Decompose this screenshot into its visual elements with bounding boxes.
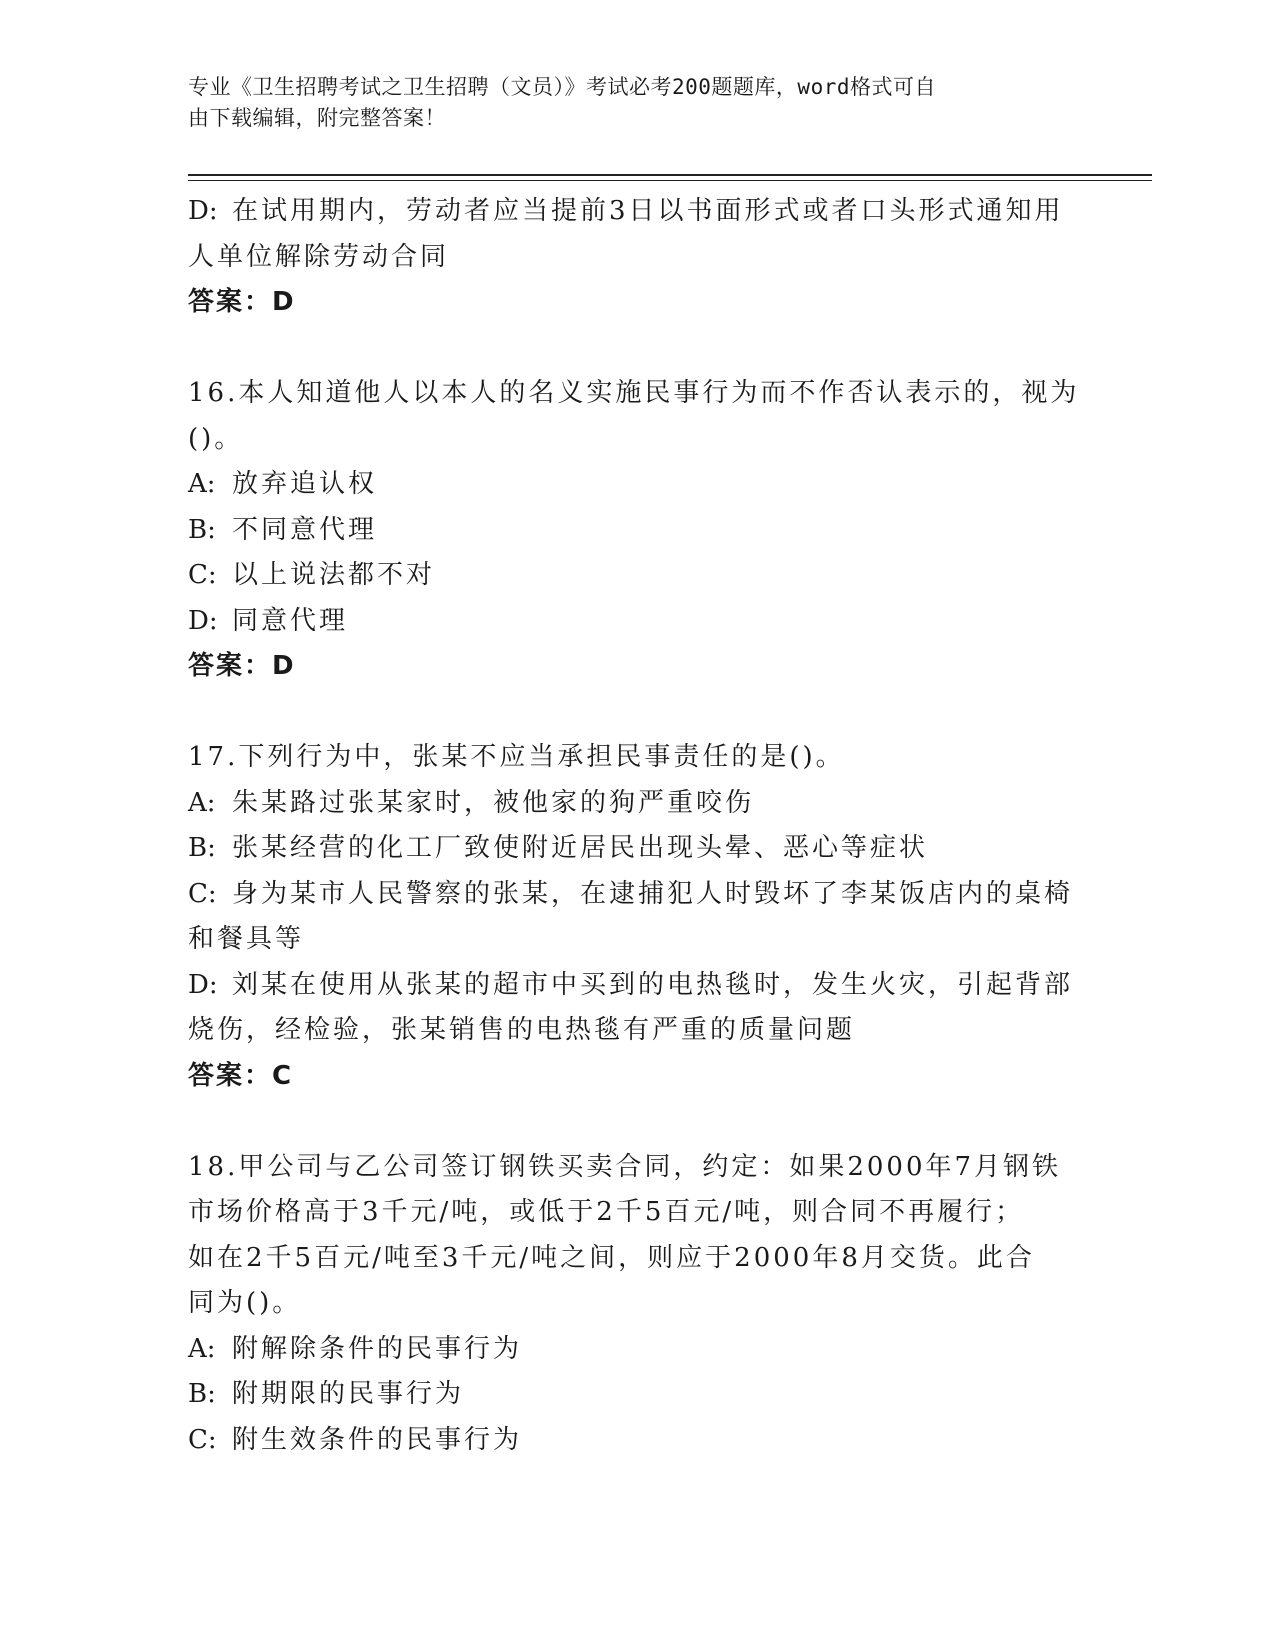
option-text: 刘某在使用从张某的超市中买到的电热毯时，发生火灾，引起背部 — [232, 969, 1074, 1000]
question-stem: 17.下列行为中，张某不应当承担民事责任的是()。 — [188, 742, 845, 772]
answer-line: 答案：D — [188, 651, 296, 681]
option-a — [188, 462, 1088, 508]
header-rule-thin — [188, 180, 1152, 181]
option-label: C: — [188, 878, 217, 909]
option-text: 身为某市人民警察的张某，在逮捕犯人时毁坏了李某饭店内的桌椅 — [232, 878, 1074, 909]
question-stem: 如在2千5百元/吨至3千元/吨之间，则应于2000年8月交货。此合 — [188, 1242, 1035, 1273]
option-b — [188, 508, 1088, 554]
document-header — [188, 72, 1088, 134]
option-d — [188, 189, 1088, 235]
spacer — [188, 1099, 1088, 1145]
option-a — [188, 781, 1088, 827]
option-label: D: — [188, 969, 218, 1000]
option-continuation: 人单位解除劳动合同 — [188, 241, 450, 272]
option-text: 附解除条件的民事行为 — [232, 1333, 523, 1364]
option-text: 朱某路过张某家时，被他家的狗严重咬伤 — [232, 787, 755, 818]
spacer — [188, 690, 1088, 736]
answer-line: 答案：D — [188, 287, 296, 317]
option-label: B: — [188, 514, 216, 545]
option-continuation: 烧伤，经检验，张某销售的电热毯有严重的质量问题 — [188, 1015, 856, 1045]
option-b — [188, 1372, 1088, 1418]
option-c — [188, 553, 1088, 599]
option-text: 同意代理 — [232, 605, 349, 636]
question-17 — [188, 735, 1088, 1099]
option-text: 以上说法都不对 — [232, 560, 436, 590]
option-label: D: — [188, 196, 218, 226]
option-label: C: — [188, 560, 217, 590]
question-18 — [188, 1145, 1088, 1464]
question-16 — [188, 371, 1088, 690]
answer-line: 答案：C — [188, 1060, 294, 1091]
question-stem: 18.甲公司与乙公司签订钢铁买卖合同，约定：如果2000年7月钢铁 — [188, 1151, 1062, 1182]
option-continuation: 和餐具等 — [188, 924, 305, 954]
option-label: C: — [188, 1424, 217, 1455]
header-line-1: 专业《卫生招聘考试之卫生招聘（文员）》考试必考200题题库，word格式可自 — [188, 75, 936, 99]
option-c — [188, 1418, 1088, 1464]
option-label: B: — [188, 833, 216, 863]
option-text: 附生效条件的民事行为 — [232, 1424, 523, 1455]
spacer — [188, 326, 1088, 372]
option-text: 附期限的民事行为 — [232, 1379, 465, 1409]
option-label: B: — [188, 1379, 216, 1409]
option-b — [188, 826, 1088, 872]
document-body — [188, 189, 1088, 1463]
header-rule-thick — [188, 174, 1152, 176]
option-text: 放弃追认权 — [232, 469, 378, 499]
option-label: A: — [188, 787, 216, 818]
question-stem: 市场价格高于3千元/吨，或低于2千5百元/吨，则合同不再履行； — [188, 1197, 1025, 1227]
option-text: 在试用期内，劳动者应当提前3日以书面形式或者口头形式通知用 — [232, 196, 1064, 226]
option-d — [188, 599, 1088, 645]
option-text: 不同意代理 — [232, 514, 378, 545]
question-stem: 同为()。 — [188, 1288, 302, 1318]
option-text: 张某经营的化工厂致使附近居民出现头晕、恶心等症状 — [232, 833, 929, 863]
option-a — [188, 1327, 1088, 1373]
option-label: A: — [188, 1333, 216, 1364]
option-d — [188, 963, 1088, 1009]
header-line-2: 由下载编辑，附完整答案！ — [188, 106, 446, 130]
option-label: D: — [188, 605, 218, 636]
question-stem: 16.本人知道他人以本人的名义实施民事行为而不作否认表示的，视为 — [188, 378, 1080, 408]
previous-question-tail — [188, 189, 1088, 326]
question-stem: ()。 — [188, 423, 244, 454]
option-label: A: — [188, 469, 216, 499]
option-c — [188, 872, 1088, 918]
